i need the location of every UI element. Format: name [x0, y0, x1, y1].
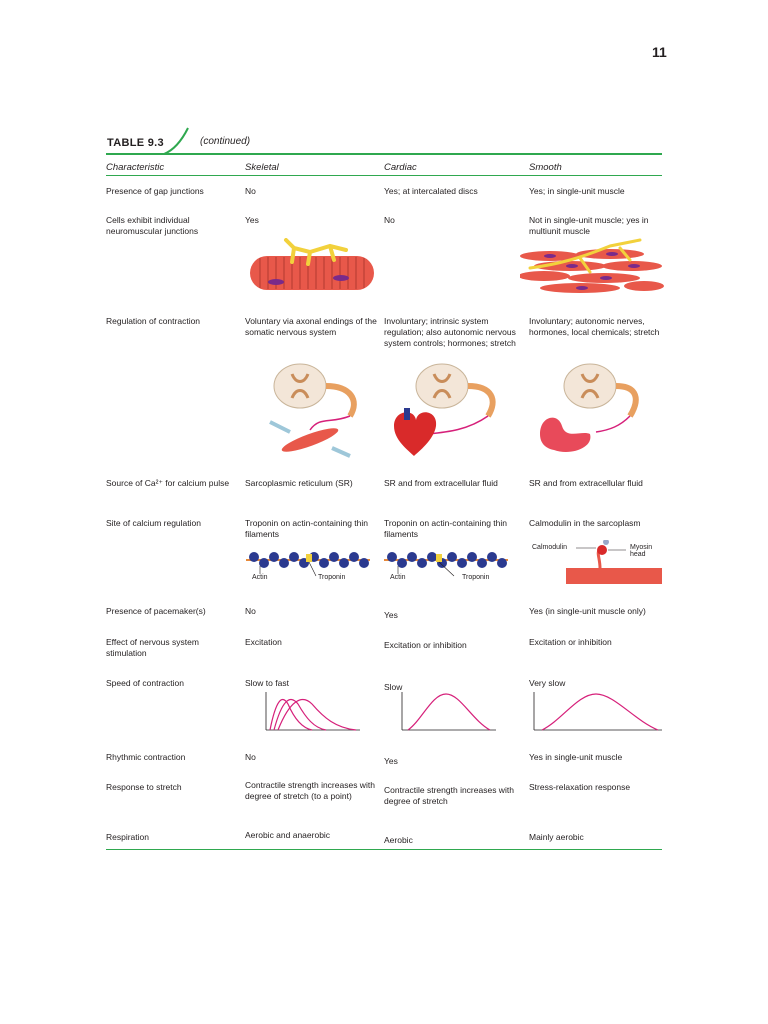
row-calcium-source-skeletal: Sarcoplasmic reticulum (SR) — [245, 478, 353, 488]
row-nervous-effect-skeletal: Excitation — [245, 637, 282, 647]
header-skeletal: Skeletal — [245, 162, 279, 173]
myosin-head-label: Myosin head — [630, 544, 653, 558]
row-speed-smooth: Very slow — [529, 678, 566, 688]
header-cardiac: Cardiac — [384, 162, 417, 173]
row-gap-junctions-characteristic: Presence of gap junctions — [106, 186, 204, 196]
row-nmj-characteristic: Cells exhibit individual neuromuscular junctions — [106, 215, 199, 236]
row-nervous-effect-characteristic: Effect of nervous system stimulation — [106, 637, 199, 658]
row-nmj-cardiac: No — [384, 215, 395, 225]
row-gap-junctions-cardiac: Yes; at intercalated discs — [384, 186, 478, 196]
row-stretch-characteristic: Response to stretch — [106, 782, 182, 792]
row-nmj-skeletal: Yes — [245, 215, 259, 225]
row-nmj-smooth: Not in single-unit muscle; yes in multiunit muscle — [529, 215, 649, 236]
row-pacemaker-skeletal: No — [245, 606, 256, 616]
header-rule — [106, 175, 662, 176]
row-stretch-skeletal: Contractile strength increases with degree of stretch (to a point) — [245, 780, 375, 801]
table-title: TABLE 9.3 — [107, 137, 164, 149]
row-stretch-smooth: Stress-relaxation response — [529, 782, 631, 792]
row-respiration-characteristic: Respiration — [106, 832, 149, 842]
row-calcium-site-skeletal: Troponin on actin-containing thin filaments — [245, 518, 369, 539]
row-calcium-site-cardiac: Troponin on actin-containing thin filaments — [384, 518, 508, 539]
skeletal-thin-filament-illustration — [246, 546, 372, 588]
cardiac-thin-filament-illustration — [384, 546, 510, 588]
skeletal-troponin-label: Troponin — [318, 574, 346, 581]
row-respiration-skeletal: Aerobic and anaerobic — [245, 830, 331, 840]
row-stretch-cardiac: Contractile strength increases with degree of stretch — [384, 785, 514, 806]
skeletal-actin-label: Actin — [252, 574, 268, 581]
cardiac-innervation-illustration — [388, 360, 500, 460]
row-calcium-source-cardiac: SR and from extracellular fluid — [384, 478, 498, 488]
cardiac-troponin-label: Troponin — [462, 574, 490, 581]
row-speed-skeletal: Slow to fast — [245, 678, 289, 688]
table-continued-label: (continued) — [200, 136, 251, 147]
header-smooth: Smooth — [529, 162, 562, 173]
row-rhythmic-skeletal: No — [245, 752, 256, 762]
cardiac-actin-label: Actin — [390, 574, 406, 581]
row-respiration-smooth: Mainly aerobic — [529, 832, 584, 842]
row-calcium-source-smooth: SR and from extracellular fluid — [529, 478, 643, 488]
table-top-rule — [106, 153, 662, 155]
table-bottom-rule — [106, 849, 662, 850]
smooth-twitch-curve — [530, 690, 664, 734]
row-regulation-smooth: Involuntary; autonomic nerves, hormones, local chemicals; stretch — [529, 316, 660, 337]
row-gap-junctions-skeletal: No — [245, 186, 256, 196]
row-nervous-effect-smooth: Excitation or inhibition — [529, 637, 612, 647]
row-calcium-source-characteristic: Source of Ca²⁺ for calcium pulse — [106, 478, 230, 488]
row-regulation-characteristic: Regulation of contraction — [106, 316, 201, 326]
title-swoosh-icon — [160, 126, 200, 156]
header-characteristic: Characteristic — [106, 162, 165, 173]
calmodulin-label: Calmodulin — [532, 544, 568, 551]
smooth-innervation-illustration — [530, 360, 640, 460]
row-rhythmic-smooth: Yes in single-unit muscle — [529, 752, 623, 762]
skeletal-innervation-illustration — [260, 360, 370, 460]
row-regulation-cardiac: Involuntary; intrinsic system regulation; also autonomic nervous system controls; hormones; stretch — [384, 316, 516, 348]
cardiac-twitch-curve — [398, 690, 498, 734]
row-pacemaker-cardiac: Yes — [384, 610, 398, 620]
row-rhythmic-cardiac: Yes — [384, 756, 398, 766]
row-regulation-skeletal: Voluntary via axonal endings of the somatic nervous system — [245, 316, 377, 337]
row-pacemaker-smooth: Yes (in single-unit muscle only) — [529, 606, 646, 616]
row-calcium-site-characteristic: Site of calcium regulation — [106, 518, 201, 528]
page-number: 11 — [652, 44, 667, 60]
row-respiration-cardiac: Aerobic — [384, 835, 413, 845]
row-speed-characteristic: Speed of contraction — [106, 678, 184, 688]
row-speed-cardiac: Slow — [384, 682, 403, 692]
skeletal-twitch-curves — [262, 690, 362, 734]
row-nervous-effect-cardiac: Excitation or inhibition — [384, 640, 467, 650]
row-calcium-site-smooth: Calmodulin in the sarcoplasm — [529, 518, 641, 528]
skeletal-fiber-illustration — [246, 238, 380, 296]
smooth-muscle-illustration — [520, 238, 664, 296]
row-pacemaker-characteristic: Presence of pacemaker(s) — [106, 606, 206, 616]
row-rhythmic-characteristic: Rhythmic contraction — [106, 752, 186, 762]
row-gap-junctions-smooth: Yes; in single-unit muscle — [529, 186, 625, 196]
